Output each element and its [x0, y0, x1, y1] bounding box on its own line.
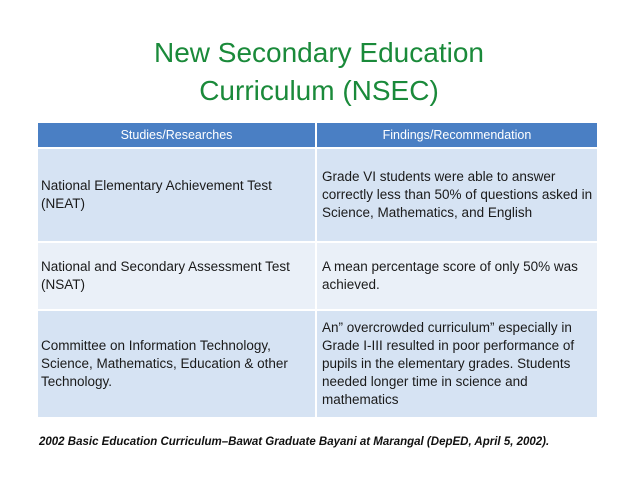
finding-cell: A mean percentage score of only 50% was achieved.	[316, 242, 597, 310]
study-cell: Committee on Information Technology, Science, Mathematics, Education & other Technology.	[38, 310, 316, 418]
table-row	[38, 242, 597, 310]
slide-title-line-1: New Secondary Education	[154, 37, 484, 68]
findings-table	[38, 123, 597, 419]
finding-cell: An” overcrowded curriculum” especially in Grade I-III resulted in poor performance of pupils in the elementary grades. Students needed longer time in science and mathematics	[316, 310, 597, 418]
study-cell: National Elementary Achievement Test (NEAT)	[38, 148, 316, 242]
column-header-studies: Studies/Researches	[38, 123, 316, 148]
slide-title	[0, 34, 638, 110]
table-row	[38, 310, 597, 418]
slide-title-line-2: Curriculum (NSEC)	[199, 75, 439, 106]
table-row	[38, 148, 597, 242]
source-footnote: 2002 Basic Education Curriculum–Bawat Graduate Bayani at Marangal (DepED, April 5, 2002).	[39, 436, 550, 448]
table-header-row	[38, 123, 597, 148]
study-cell: National and Secondary Assessment Test (NSAT)	[38, 242, 316, 310]
finding-cell: Grade VI students were able to answer correctly less than 50% of questions asked in Science, Mathematics, and English	[316, 148, 597, 242]
column-header-findings: Findings/Recommendation	[316, 123, 597, 148]
